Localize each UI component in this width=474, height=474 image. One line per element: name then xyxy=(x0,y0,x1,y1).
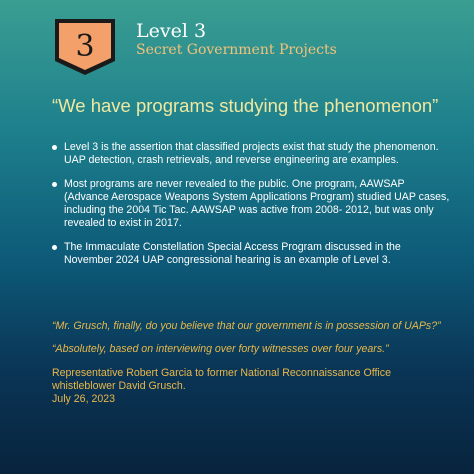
bullet-dot-icon xyxy=(52,145,57,150)
bullet-item xyxy=(50,241,450,268)
bullet-dot-icon xyxy=(52,245,57,250)
bullet-text: Most programs are never revealed to the public. One program, AAWSAP (Advance Aerospace Weapons System Applications Program) studied UAP cases, including the 2004 Tic Tac. AAWSAP was active from 2008- 2012, but was only revealed to exist in 2017. xyxy=(64,177,450,230)
bullet-item xyxy=(50,178,450,231)
bullet-list xyxy=(50,141,450,277)
badge-number: 3 xyxy=(75,29,95,64)
bullet-text: Level 3 is the assertion that classified projects exist that study the phenomenon. UAP detection, crash retrievals, and reverse engineering are examples. xyxy=(64,141,439,167)
bullet-dot-icon xyxy=(52,182,57,187)
quote-section xyxy=(52,320,452,406)
bullet-text: The Immaculate Constellation Special Access Program discussed in the November 2024 UAP congressional hearing is an example of Level 3. xyxy=(64,240,401,267)
level-badge xyxy=(53,17,117,77)
hearing-question: “Mr. Grusch, finally, do you believe that our government is in possession of UAPs?” xyxy=(52,320,441,332)
level-title: Level 3 xyxy=(136,20,207,42)
headline-quote: “We have programs studying the phenomenon” xyxy=(52,95,439,116)
level-subtitle: Secret Government Projects xyxy=(136,42,337,58)
hearing-answer: “Absolutely, based on interviewing over forty witnesses over four years.” xyxy=(52,343,389,356)
attribution-date: July 26, 2023 xyxy=(52,393,116,406)
bullet-item xyxy=(50,141,450,168)
attribution-text: Representative Robert Garcia to former National Reconnaissance Office whistleblower David Grusch. xyxy=(52,366,391,392)
